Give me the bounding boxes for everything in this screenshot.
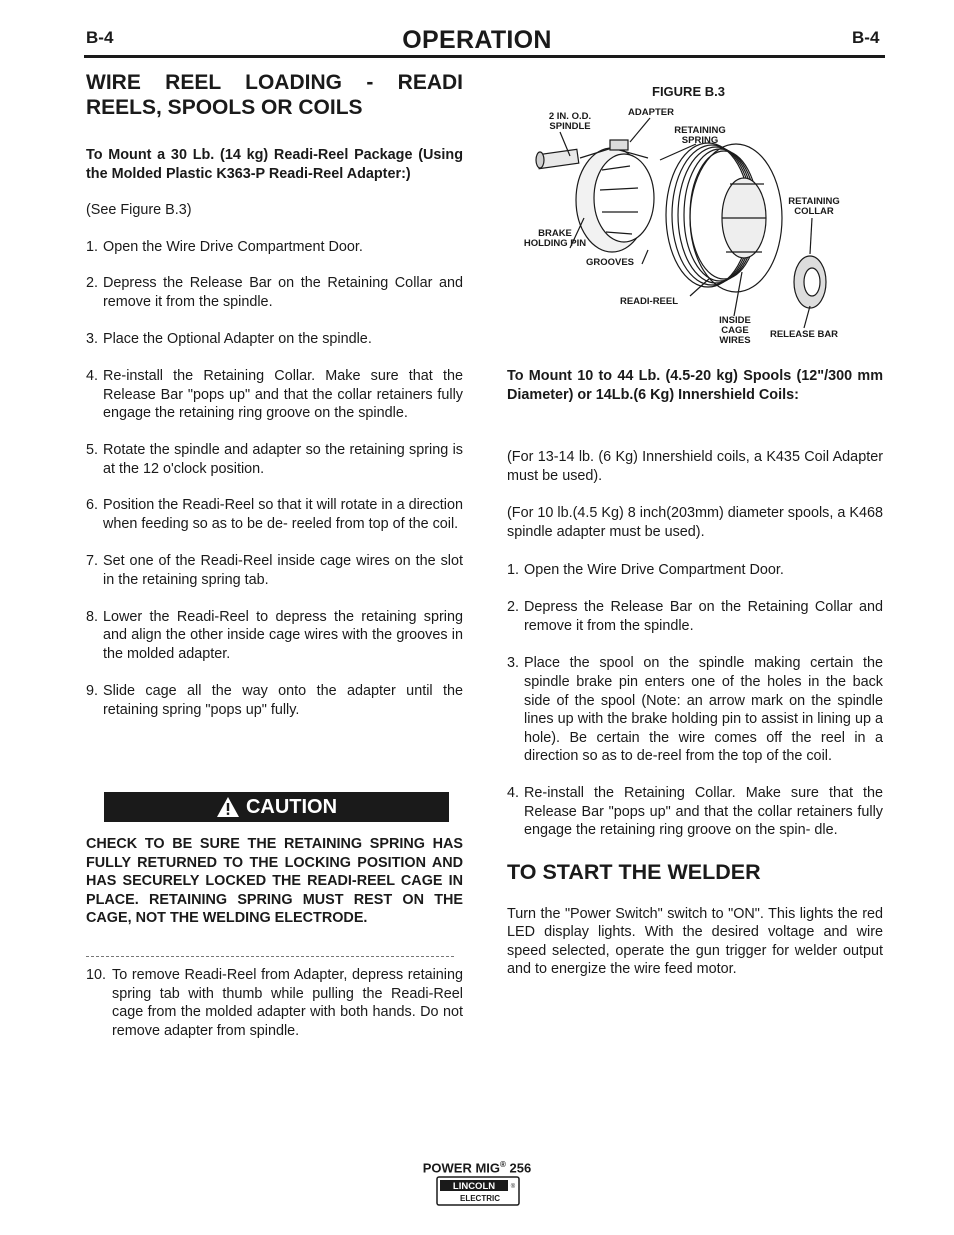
start-welder-text: Turn the "Power Switch" switch to "ON". This lights the red LED display lights. With the desired voltage and wire speed selected, operate the gun trigger for welder output and to energize the wire feed motor. xyxy=(507,905,883,978)
page-id-left: B-4 xyxy=(86,28,114,47)
header-rule xyxy=(84,55,885,58)
spindle-adapter-note: (For 10 lb.(4.5 Kg) 8 inch(203mm) diameter spools, a K468 spindle adapter must be used). xyxy=(507,505,883,540)
label-spindle: 2 IN. O.D. SPINDLE xyxy=(548,111,592,132)
list-item: 10. To remove Readi-Reel from Adapter, depress retaining spring tab with thumb while pulling the Readi-Reel cage from the molded adapter with both hands. Do not remove adapter from spindle. xyxy=(86,967,463,1039)
label-brake-pin: BRAKE HOLDING PIN xyxy=(523,228,587,249)
caution-label: CAUTION xyxy=(245,795,338,818)
caution-section xyxy=(86,835,463,928)
label-release-bar: RELEASE BAR xyxy=(769,329,839,340)
list-item: 2. Depress the Release Bar on the Retaining Collar and remove it from the spindle. xyxy=(86,275,463,310)
label-readi-reel: READI-REEL xyxy=(619,296,679,307)
step-10-section xyxy=(86,966,463,1040)
readi-reel-subheading: To Mount a 30 Lb. (14 kg) Readi-Reel Package (Using the Molded Plastic K363-P Readi-Reel Adapter:) xyxy=(86,147,463,182)
right-column xyxy=(507,367,883,979)
svg-text:®: ® xyxy=(510,1184,516,1190)
readi-reel-steps xyxy=(86,238,463,720)
list-item: 5. Rotate the spindle and adapter so the retaining spring is at the 12 o'clock position. xyxy=(86,441,463,477)
list-item: 3. Place the spool on the spindle making certain the spindle brake pin enters one of the holes in the back side of the spool (Note: an arrow mark on the spindle lines up with the brake holding pin to assist in lining up a hole). Be certain the wire comes off the reel in a direction so as to de-reel from the top of the coil. xyxy=(507,655,883,765)
list-item: 7. Set one of the Readi-Reel inside cage wires on the slot in the retaining spring tab. xyxy=(86,553,463,588)
list-item: 1. Open the Wire Drive Compartment Door. xyxy=(86,238,363,255)
removal-steps xyxy=(86,966,463,1040)
figure-caption: FIGURE B.3 xyxy=(652,84,725,99)
section-heading-start-welder: TO START THE WELDER xyxy=(507,859,761,884)
label-retaining-spring: RETAINING SPRING xyxy=(674,125,726,146)
coil-adapter-note: (For 13-14 lb. (6 Kg) Innershield coils, a K435 Coil Adapter must be used). xyxy=(507,449,883,484)
spool-subheading: To Mount 10 to 44 Lb. (4.5-20 kg) Spools (12"/300 mm Diameter) or 14Lb.(6 Kg) Innershield Coils: xyxy=(507,368,883,403)
see-figure-note: (See Figure B.3) xyxy=(86,202,192,219)
label-inside-cage-wires: INSIDE CAGE WIRES xyxy=(719,315,751,346)
svg-text:LINCOLN: LINCOLN xyxy=(452,1181,496,1193)
warning-triangle-icon xyxy=(216,796,240,818)
label-retaining-collar: RETAINING COLLAR xyxy=(788,196,840,217)
list-item: 2. Depress the Release Bar on the Retaining Collar and remove it from the spindle. xyxy=(507,599,883,634)
page-title: OPERATION xyxy=(402,26,552,54)
svg-text:ELECTRIC: ELECTRIC xyxy=(460,1194,500,1203)
figure-b3-diagram xyxy=(520,100,880,355)
footer-product-name: POWER MIG® 256 xyxy=(422,1160,532,1176)
caution-banner xyxy=(104,792,449,822)
dashed-divider xyxy=(86,956,454,957)
section-heading-wire-reel: WIRE REEL LOADING - READI REELS, SPOOLS OR COILS xyxy=(86,71,463,119)
spool-steps xyxy=(507,561,883,840)
list-item: 4. Re-install the Retaining Collar. Make sure that the Release Bar "pops up" and that the collar retainers fully engage the retaining ring groove on the spindle. xyxy=(86,368,463,422)
list-item: 8. Lower the Readi-Reel to depress the retaining spring and align the other inside cage wires with the grooves in the molded adapter. xyxy=(86,608,463,662)
caution-text: CHECK TO BE SURE THE RETAINING SPRING HAS FULLY RETURNED TO THE LOCKING POSITION AND HAS SECURELY LOCKED THE READI-REEL CAGE IN PLACE. RETAINING SPRING MUST REST ON THE CAGE, NOT THE WELDING ELECTRODE. xyxy=(86,836,463,927)
left-column xyxy=(86,70,463,719)
label-grooves: GROOVES xyxy=(585,257,635,268)
lincoln-electric-logo xyxy=(436,1176,520,1206)
label-adapter: ADAPTER xyxy=(628,107,674,118)
list-item: 3. Place the Optional Adapter on the spindle. xyxy=(86,330,372,347)
list-item: 4. Re-install the Retaining Collar. Make sure that the Release Bar "pops up" and that the collar retainers fully engage the retaining ring groove on the spin- dle. xyxy=(507,784,883,839)
page-id-right: B-4 xyxy=(852,28,880,47)
list-item: 6. Position the Readi-Reel so that it will rotate in a direction when feeding so as to be de- reeled from top of the coil. xyxy=(86,497,463,532)
list-item: 1. Open the Wire Drive Compartment Door. xyxy=(507,561,784,578)
list-item: 9. Slide cage all the way onto the adapter until the retaining spring "pops up" fully. xyxy=(86,683,463,718)
